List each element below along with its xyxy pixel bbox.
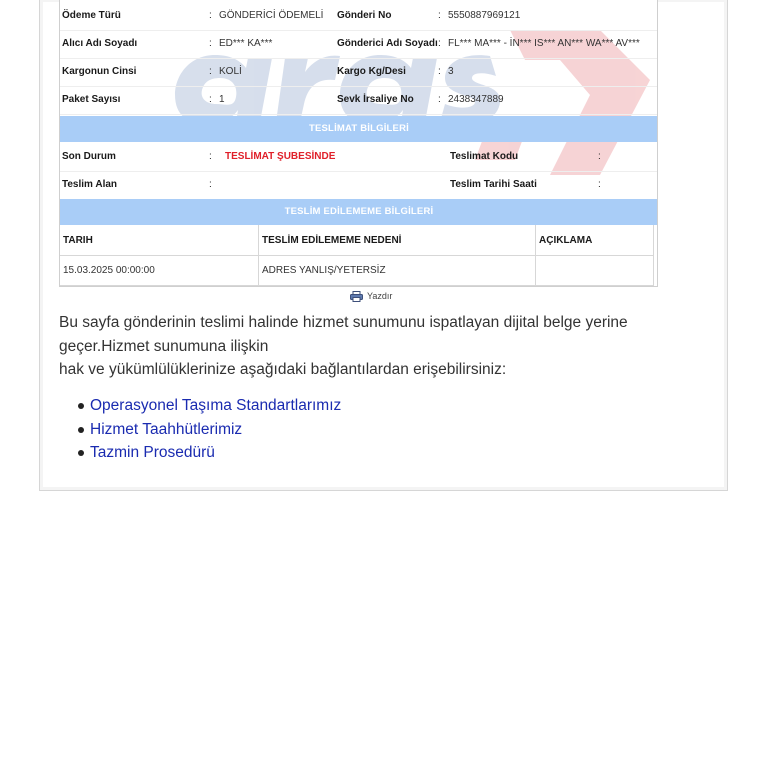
colon: : [438,38,441,49]
colon: : [598,179,601,190]
bullet-icon [78,403,84,409]
field-label: Sevk İrsaliye No [337,94,414,105]
shipment-row [60,58,657,87]
field-label: Paket Sayısı [62,94,121,105]
shipment-row [60,2,657,31]
field-value: ED*** KA*** [219,38,273,49]
field-value: GÖNDERİCİ ÖDEMELİ [219,10,324,21]
colon: : [209,151,212,162]
column-header-reason: TESLİM EDİLEMEME NEDENİ [259,225,536,256]
delivery-date-label: Teslim Tarihi Saati [450,179,537,190]
print-button-label: Yazdır [367,291,393,301]
colon: : [438,10,441,21]
table-cell-date: 15.03.2025 00:00:00 [60,256,259,286]
delivery-row-status [60,143,657,172]
delivery-row-receiver [60,171,657,200]
column-header-date: TARIH [60,225,259,256]
field-value: KOLİ [219,66,242,77]
info-paragraph [59,311,679,382]
colon: : [209,10,212,21]
info-line: Bu sayfa gönderinin teslimi halinde hizmet sunumunu ispatlayan dijital belge yerine [59,314,628,331]
info-line: hak ve yükümlülüklerinize aşağıdaki bağlantılardan erişebilirsiniz: [59,361,507,378]
link-operational-standards[interactable]: Operasyonel Taşıma Standartlarımız [90,397,342,414]
field-label: Alıcı Adı Soyadı [62,38,138,49]
colon: : [438,66,441,77]
list-item [59,418,341,442]
bullet-icon [78,450,84,456]
colon: : [209,66,212,77]
link-compensation-procedure[interactable]: Tazmin Prosedürü [90,444,215,461]
policy-links-list [59,394,341,465]
delivery-info-header: TESLİMAT BİLGİLERİ [60,116,658,142]
field-label: Gönderici Adı Soyadı [337,38,438,49]
status-value: TESLİMAT ŞUBESİNDE [225,151,336,162]
table-cell-reason: ADRES YANLIŞ/YETERSİZ [259,256,536,286]
colon: : [438,94,441,105]
bullet-icon [78,427,84,433]
colon: : [209,38,212,49]
receiver-label: Teslim Alan [62,179,118,190]
colon: : [209,179,212,190]
field-label: Kargo Kg/Desi [337,66,406,77]
field-label: Ödeme Türü [62,10,121,21]
tracking-document [59,0,658,287]
list-item [59,441,341,465]
printer-icon [350,291,363,302]
field-value: FL*** MA*** - İN*** IS*** AN*** WA*** AV*** [448,38,640,49]
shipment-row [60,86,657,115]
colon: : [209,94,212,105]
shipment-row [60,30,657,59]
failed-delivery-header: TESLİM EDİLEMEME BİLGİLERİ [60,199,658,225]
print-button[interactable] [350,289,392,303]
list-item [59,394,341,418]
field-value: 1 [219,94,225,105]
field-value: 2438347889 [448,94,504,105]
field-label: Gönderi No [337,10,392,21]
table-cell-note [536,256,654,286]
field-value: 3 [448,66,454,77]
status-label: Son Durum [62,151,116,162]
field-value: 5550887969121 [448,10,521,21]
link-service-commitments[interactable]: Hizmet Taahhütlerimiz [90,420,243,438]
delivery-code-label: Teslimat Kodu [450,151,519,162]
column-header-note: AÇIKLAMA [536,225,654,256]
info-line: geçer.Hizmet sunumuna ilişkin [59,337,269,355]
field-label: Kargonun Cinsi [62,66,137,77]
colon: : [598,151,601,162]
